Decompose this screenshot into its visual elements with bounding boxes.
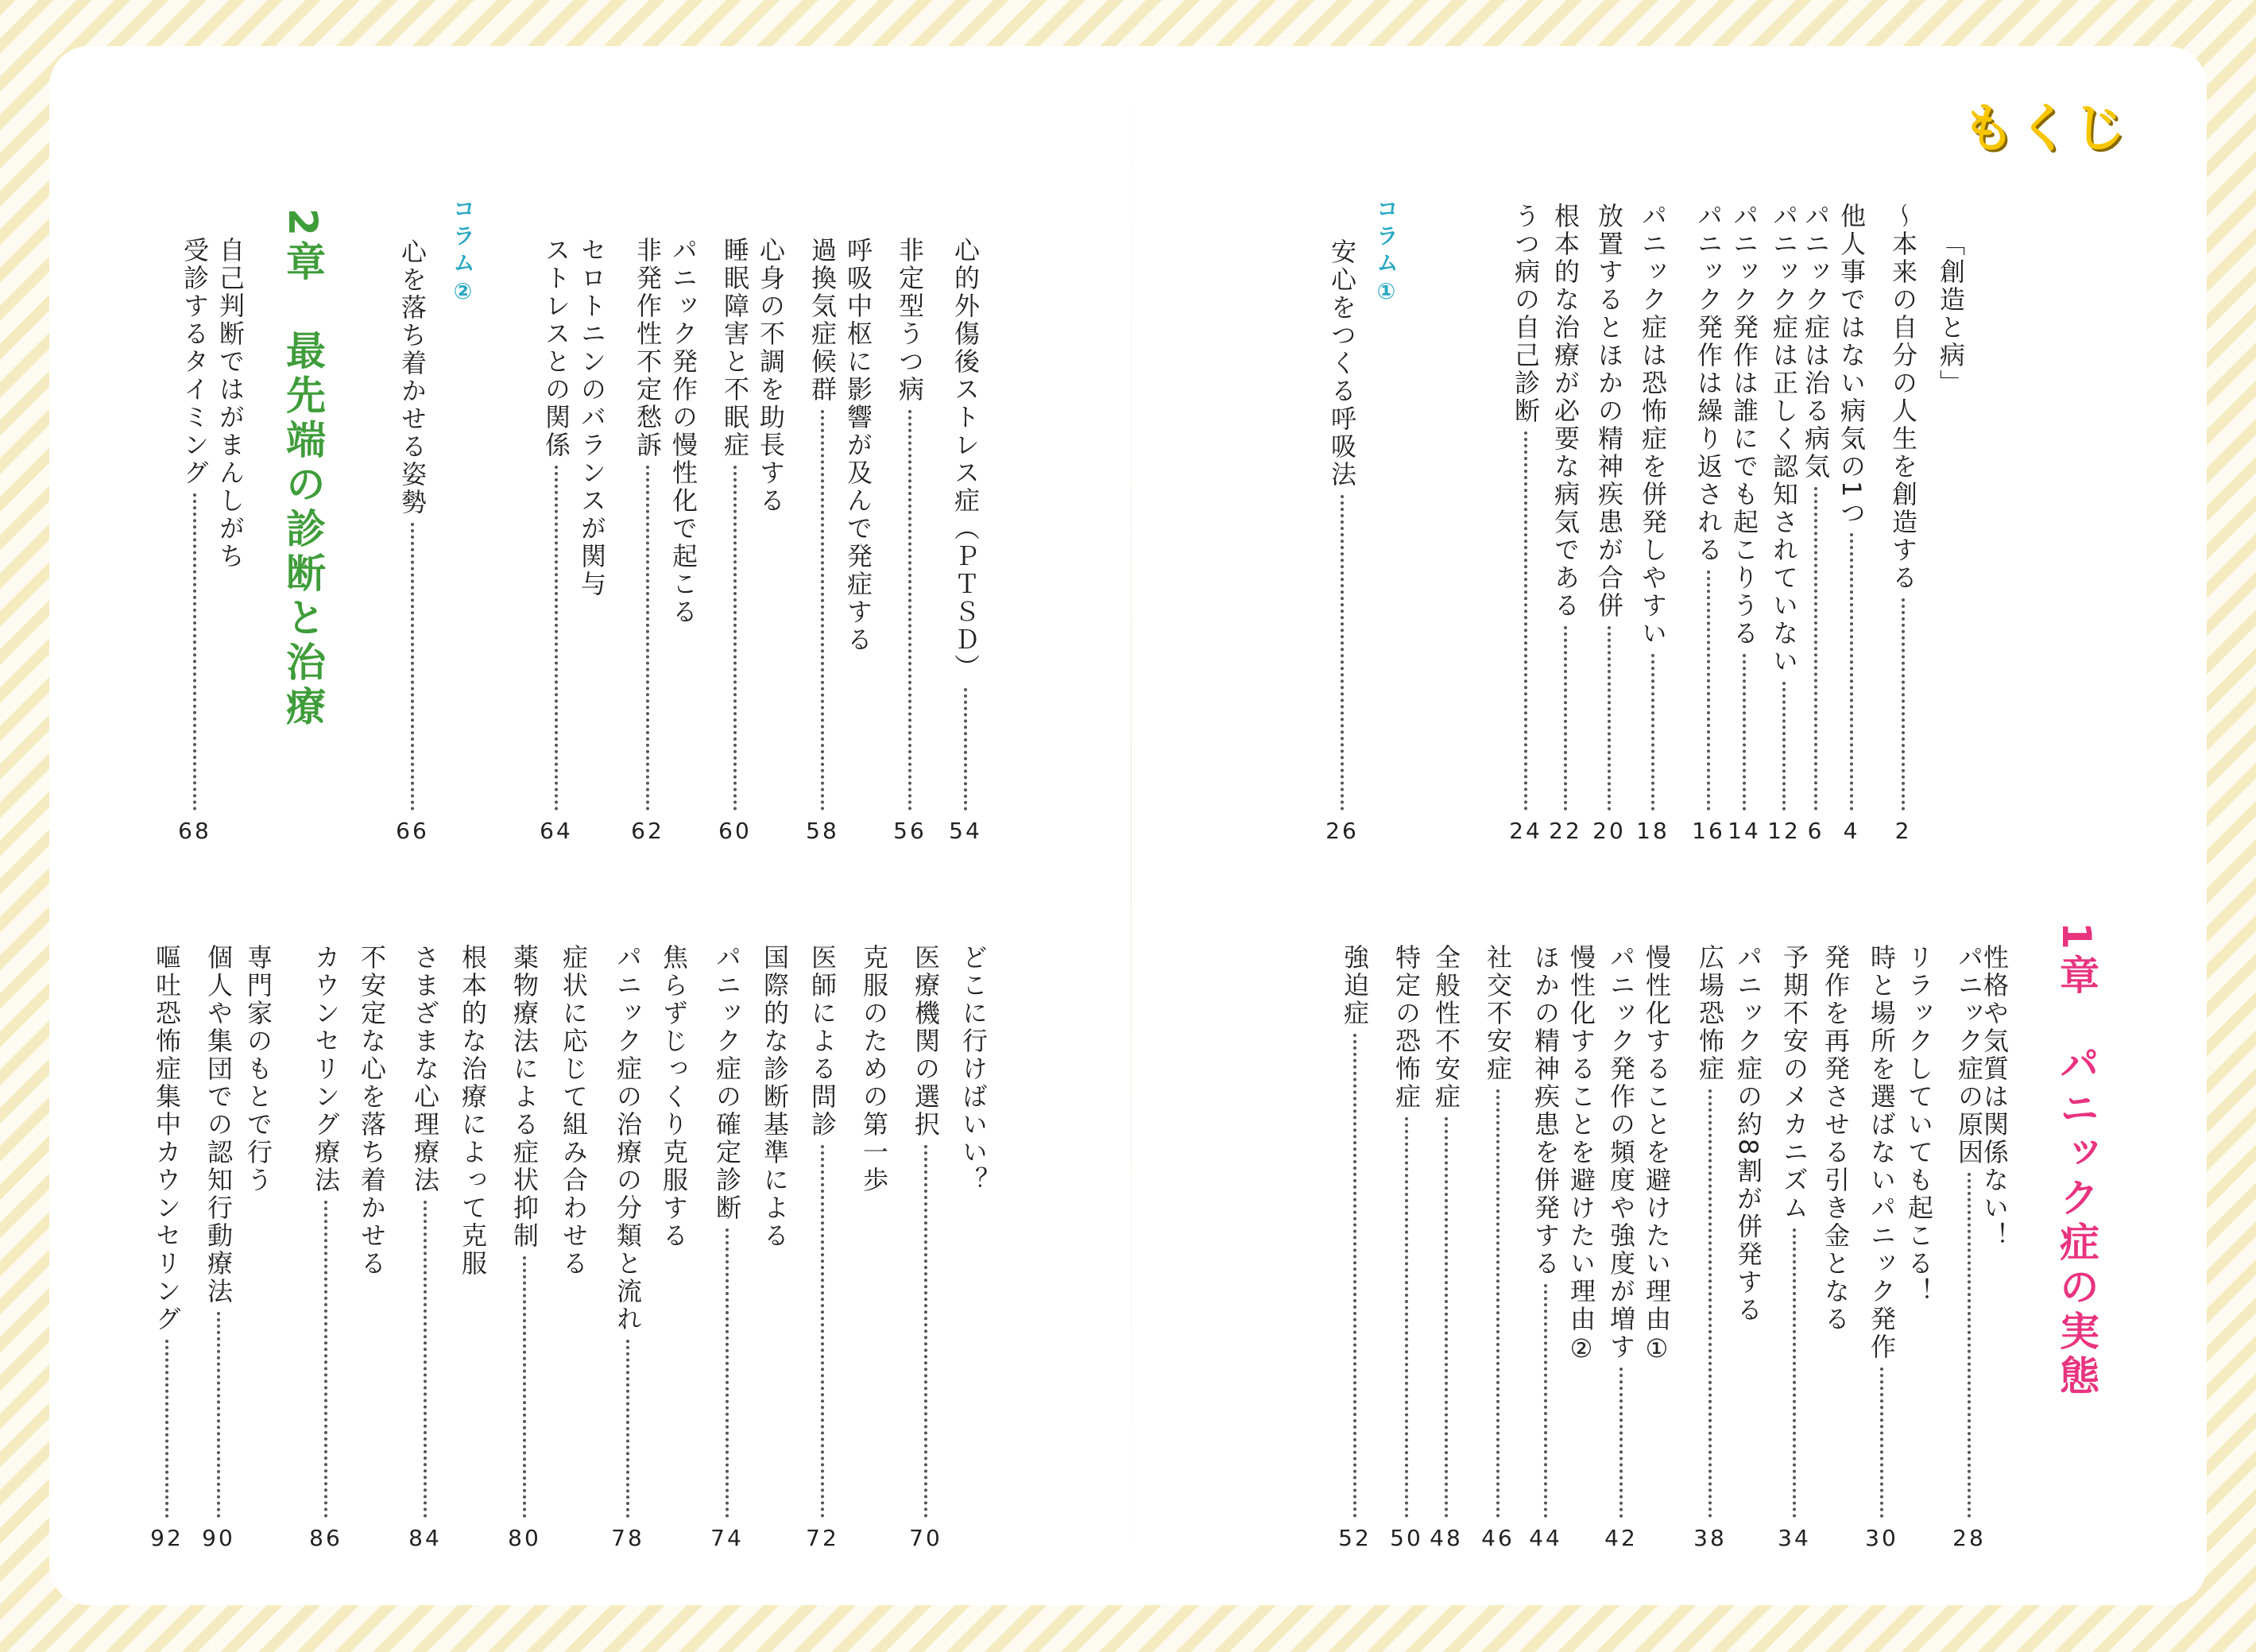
toc-entry[interactable] [1950, 944, 1988, 1549]
toc-entry[interactable] [752, 237, 790, 842]
page-number: 90 [202, 1525, 235, 1551]
page-number: 64 [540, 818, 573, 844]
page-number: 2 [1894, 818, 1912, 844]
toc-entry[interactable] [1775, 944, 1813, 1549]
toc-entry-text: パニック発作は誰にでも起こりうる [1729, 203, 1759, 648]
dot-leader [523, 1256, 526, 1518]
dot-leader [1782, 682, 1786, 811]
page-number: 22 [1549, 818, 1582, 844]
toc-entry-text: うつ病の自己診断 [1511, 203, 1541, 425]
dot-leader [1902, 598, 1905, 811]
dot-leader [555, 466, 558, 811]
toc-entry[interactable] [211, 237, 250, 842]
dot-leader [193, 493, 196, 811]
page-number: 20 [1592, 818, 1626, 844]
toc-entry[interactable] [1932, 230, 1970, 477]
page-number: 66 [396, 818, 429, 844]
toc-entry[interactable] [1691, 944, 1729, 1549]
toc-entry[interactable] [907, 944, 945, 1549]
dot-leader [217, 1312, 220, 1518]
chapter-1-heading: 1章 パニック症の実態 [2053, 922, 2099, 1399]
dot-leader [626, 1340, 629, 1518]
toc-entry-text: パニック発作の慢性化で起こる [668, 237, 698, 626]
page-number: 24 [1509, 818, 1542, 844]
dot-leader [1524, 431, 1527, 811]
chapter-2-heading: 2章 最先端の診断と治療 [280, 208, 326, 730]
toc-entry-text: パニック症の治療の分類と流れ [613, 944, 643, 1333]
page-number: 54 [949, 818, 982, 844]
toc-entry-text: 「創造と病」 [1936, 230, 1966, 397]
toc-entry-text: 非定型うつ病 [895, 237, 925, 404]
toc-entry[interactable] [1527, 944, 1565, 1549]
toc-entry[interactable] [803, 944, 842, 1549]
toc-entry[interactable] [946, 237, 985, 842]
toc-entry-text: 性格や気質は関係ない！ [1979, 944, 2010, 1250]
toc-entry[interactable] [393, 238, 431, 842]
toc-entry[interactable] [353, 944, 391, 1549]
toc-entry-text: 医師による問診 [807, 944, 838, 1139]
toc-entry-text: 放置するとほかの精神疾患が合併 [1594, 203, 1624, 620]
dot-leader [733, 466, 737, 811]
dot-leader [1793, 1228, 1796, 1518]
dot-leader [924, 1145, 927, 1518]
toc-entry-text: 安心をつくる呼吸法 [1327, 238, 1357, 489]
page-number: 28 [1952, 1525, 1986, 1551]
page-number: 26 [1325, 818, 1359, 844]
page-number: 92 [150, 1525, 184, 1551]
toc-entry[interactable] [1507, 203, 1545, 842]
toc-entry[interactable] [891, 237, 929, 842]
toc-entry[interactable] [803, 237, 842, 842]
dot-leader [1814, 487, 1817, 811]
page-number: 46 [1481, 1525, 1515, 1551]
toc-entry[interactable] [1863, 944, 1901, 1549]
toc-entry-text: カウンセリング療法 [311, 944, 341, 1194]
page-fold [1131, 46, 1132, 1605]
toc-entry-text: 予期不安のメカニズム [1779, 944, 1809, 1222]
toc-entry-text: 慢性化することを避けたい理由① [1642, 944, 1672, 1366]
toc-entry[interactable] [1602, 944, 1640, 1549]
page-number: 42 [1604, 1525, 1638, 1551]
page-number: 52 [1338, 1525, 1372, 1551]
page-number: 12 [1767, 818, 1801, 844]
toc-title: もくじ [1962, 98, 2129, 159]
dot-leader [1405, 1117, 1408, 1518]
toc-entry-text: 慢性化することを避けたい理由② [1566, 944, 1596, 1366]
toc-entry[interactable] [307, 944, 345, 1549]
dot-leader [324, 1201, 327, 1518]
toc-entry[interactable] [1387, 944, 1426, 1549]
toc-entry[interactable] [839, 237, 877, 842]
dot-leader [1564, 626, 1567, 811]
dot-leader [1968, 1173, 1971, 1518]
toc-entry-text: パニック症の原因 [1954, 944, 1984, 1166]
toc-entry-text: 心的外傷後ストレス症（ＰＴＳＤ） [950, 237, 981, 682]
dot-leader [1651, 654, 1654, 811]
dot-leader [821, 1145, 824, 1518]
toc-entry[interactable] [855, 944, 893, 1549]
column-2-label: コラム② [450, 197, 476, 309]
page-number: 38 [1693, 1525, 1727, 1551]
toc-entry-text: ほかの精神疾患を併発する [1530, 944, 1561, 1278]
toc-entry[interactable] [1832, 203, 1871, 842]
toc-entry-text: 睡眠障害と不眠症 [720, 237, 750, 459]
dot-leader [908, 410, 911, 811]
toc-entry[interactable] [1900, 944, 1938, 1549]
toc-entry-text: パニック症は恐怖症を併発しやすい [1638, 203, 1668, 648]
toc-entry[interactable] [1689, 203, 1728, 842]
page-number: 78 [611, 1525, 644, 1551]
toc-entry-text: ～本来の自分の人生を創造する [1888, 203, 1918, 592]
page-number: 16 [1692, 818, 1725, 844]
page-number: 44 [1529, 1525, 1562, 1551]
toc-entry-text: 過換気症候群 [807, 237, 838, 404]
toc-entry-text: 不安定な心を落ち着かせる [357, 944, 387, 1278]
toc-entry-text: 非発作性不定愁訴 [633, 237, 663, 459]
toc-entry[interactable] [1634, 203, 1672, 842]
toc-entry[interactable] [176, 237, 214, 842]
toc-entry[interactable] [655, 944, 693, 1549]
toc-entry-text: 全般性不安症 [1431, 944, 1461, 1111]
dot-leader [1880, 1368, 1883, 1518]
toc-entry-text: 自己判断ではがまんしがち [215, 237, 246, 571]
page-number: 68 [178, 818, 211, 844]
page-number: 72 [806, 1525, 839, 1551]
toc-entry-text: 専門家のもとで行う [243, 944, 273, 1194]
toc-entry-text: 克服のための第一歩 [859, 944, 889, 1194]
toc-entry-text: 焦らずじっくり克服する [659, 944, 689, 1250]
toc-entry[interactable] [1562, 944, 1600, 1549]
toc-entry[interactable] [1323, 238, 1361, 842]
page-number: 14 [1728, 818, 1761, 844]
page-number: 30 [1865, 1525, 1898, 1551]
toc-entry-text: 根本的な治療によって克服 [458, 944, 488, 1278]
toc-entry[interactable] [756, 944, 794, 1549]
toc-entry-text: 特定の恐怖症 [1391, 944, 1422, 1111]
toc-entry[interactable] [1336, 944, 1374, 1549]
toc-entry[interactable] [199, 944, 238, 1549]
toc-entry-text: 広場恐怖症 [1695, 944, 1725, 1083]
toc-entry-text: 発作を再発させる引き金となる [1821, 944, 1851, 1333]
page-number: 56 [893, 818, 927, 844]
toc-entry[interactable] [708, 944, 746, 1549]
toc-entry-text: 時と場所を選ばないパニック発作 [1867, 944, 1897, 1361]
toc-entry-text: 強迫症 [1340, 944, 1370, 1027]
column-1-label: コラム① [1373, 197, 1399, 309]
page-number: 6 [1807, 818, 1825, 844]
toc-entry-text: 呼吸中枢に影響が及んで発症する [843, 237, 873, 654]
toc-entry-text: 嘔吐恐怖症集中カウンセリング [152, 944, 182, 1333]
dot-leader [964, 688, 967, 811]
toc-entry[interactable] [148, 944, 186, 1549]
toc-entry[interactable] [1765, 203, 1803, 842]
toc-entry-text: 受診するタイミング [180, 237, 210, 487]
toc-entry[interactable] [954, 944, 993, 1549]
toc-entry-text: パニック発作は繰り返される [1693, 203, 1724, 564]
toc-entry-text: 薬物療法による症状抑制 [509, 944, 540, 1250]
dot-leader [165, 1340, 168, 1518]
page-number: 84 [408, 1525, 442, 1551]
dot-leader [1341, 495, 1344, 811]
page-number: 50 [1390, 1525, 1423, 1551]
toc-entry[interactable] [1638, 944, 1676, 1549]
page-number: 58 [806, 818, 839, 844]
toc-entry[interactable] [1590, 203, 1628, 842]
page-number: 34 [1778, 1525, 1811, 1551]
dot-leader [1850, 533, 1853, 811]
dot-leader [1707, 571, 1710, 811]
toc-entry[interactable] [1546, 203, 1585, 842]
toc-entry-text: 社交不安症 [1483, 944, 1513, 1083]
toc-entry[interactable] [406, 944, 444, 1549]
toc-entry-text: 個人や集団での認知行動療法 [203, 944, 234, 1306]
page-number: 74 [710, 1525, 744, 1551]
toc-entry-text: パニック症は治る病気 [1801, 203, 1831, 481]
page-number: 18 [1636, 818, 1670, 844]
dot-leader [1743, 654, 1746, 811]
dot-leader [1619, 1368, 1623, 1518]
toc-entry-text: ストレスとの関係 [541, 237, 571, 459]
toc-entry-text: 医療機関の選択 [911, 944, 941, 1139]
toc-entry-text: リラックしていても起こる！ [1904, 944, 1934, 1306]
toc-entry-text: 心身の不調を助長する [756, 237, 786, 515]
toc-entry[interactable] [239, 944, 277, 1549]
toc-entry[interactable] [537, 237, 575, 842]
page-number: 48 [1430, 1525, 1463, 1551]
toc-entry-text: 根本的な治療が必要な病気である [1550, 203, 1581, 620]
dot-leader [821, 410, 824, 811]
toc-entry[interactable] [573, 237, 611, 842]
toc-entry[interactable] [555, 944, 593, 1549]
toc-entry-text: パニック発作の頻度や強度が増す [1606, 944, 1636, 1361]
dot-leader [1708, 1089, 1712, 1518]
dot-leader [424, 1201, 427, 1518]
page-number: 80 [508, 1525, 541, 1551]
toc-entry-text: 他人事ではない病気の1つ [1836, 203, 1867, 528]
dot-leader [646, 466, 649, 811]
dot-leader [1496, 1089, 1499, 1518]
toc-entry[interactable] [629, 237, 667, 842]
toc-entry[interactable] [1725, 203, 1763, 842]
dot-leader [1608, 626, 1611, 811]
toc-entry[interactable] [609, 944, 647, 1549]
toc-entry[interactable] [1479, 944, 1517, 1549]
page-number: 4 [1843, 818, 1860, 844]
dot-leader [1544, 1284, 1547, 1518]
page-number: 86 [309, 1525, 342, 1551]
toc-entry-text: 国際的な診断基準による [760, 944, 790, 1250]
dot-leader [411, 523, 414, 811]
dot-leader [726, 1228, 729, 1518]
toc-entry-text: どこに行けばいい？ [958, 944, 989, 1194]
toc-entry[interactable] [1729, 944, 1767, 1549]
toc-entry[interactable] [1817, 944, 1855, 1549]
toc-entry-text: 症状に応じて組み合わせる [559, 944, 589, 1278]
page-number: 62 [631, 818, 664, 844]
dot-leader [1445, 1117, 1448, 1518]
page-number: 60 [718, 818, 752, 844]
toc-entry[interactable] [505, 944, 544, 1549]
toc-entry-text: セロトニンのバランスが関与 [577, 237, 607, 598]
toc-entry-text: さまざまな心理療法 [410, 944, 440, 1194]
toc-entry-text: パニック症の約8割が併発する [1733, 944, 1763, 1325]
toc-entry-text: パニック症は正しく認知されていない [1769, 203, 1799, 675]
toc-entry[interactable] [1427, 944, 1465, 1549]
dot-leader [1353, 1034, 1356, 1518]
toc-entry[interactable] [716, 237, 754, 842]
toc-entry[interactable] [454, 944, 492, 1549]
page-number: 70 [909, 1525, 942, 1551]
toc-entry-text: パニック症の確定診断 [712, 944, 742, 1222]
toc-entry-text: 心を落ち着かせる姿勢 [397, 238, 428, 516]
toc-entry[interactable] [1884, 203, 1922, 842]
toc-entry[interactable] [664, 237, 702, 842]
